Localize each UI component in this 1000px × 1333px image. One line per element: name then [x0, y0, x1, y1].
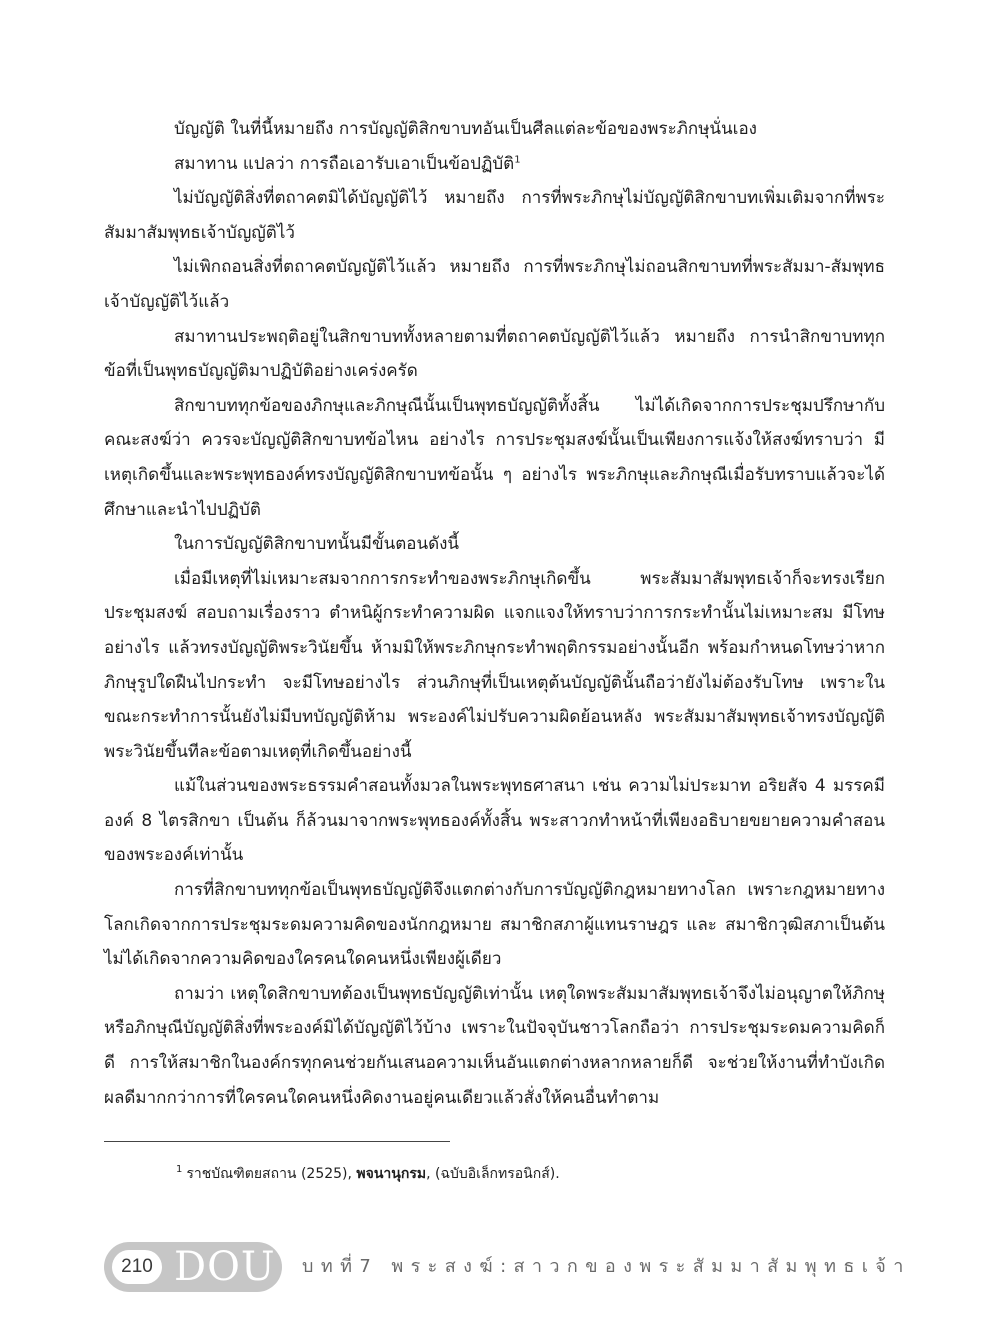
footnote-source: ราชบัณฑิตยสถาน (2525),: [186, 1166, 357, 1182]
footnote-title: พจนานุกรม: [356, 1166, 427, 1182]
paragraph-not-revoke: ไม่เพิกถอนสิ่งที่ตถาคตบัญญัติไว้แล้ว หมายถึง การที่พระภิกษุไม่ถอนสิกขาบทที่พระสัมมา-สัมพุทธเจ้าบัญญัติไว้แล้ว: [104, 257, 885, 312]
footnote-reference[interactable]: 1: [514, 153, 521, 165]
page-number: 210: [112, 1250, 162, 1284]
paragraph-bunyat: บัญญัติ ในที่นี้หมายถึง การบัญญัติสิกขาบทอันเป็นศีลแต่ละข้อของพระภิกษุนั่นเอง: [174, 119, 757, 139]
paragraph-observe: สมาทานประพฤติอยู่ในสิกขาบททั้งหลายตามที่ตถาคตบัญญัติไว้แล้ว หมายถึง การนำสิกขาบททุกข้อที่เป็นพุทธบัญญัติมาปฏิบัติอย่างเคร่งครัด: [104, 326, 885, 382]
paragraph-buddha-rules: สิกขาบททุกข้อของภิกษุและภิกษุณีนั้นเป็นพุทธบัญญัติทั้งสิ้น ไม่ได้เกิดจากการประชุมปรึกษากับคณะสงฆ์ว่า ควรจะบัญญัติสิกขาบทข้อไหน อย่างไร การประชุมสงฆ์นั้นเป็นเพียงการแจ้งให้สงฆ์ทราบว่า มีเหตุเกิดขึ้นและพระพุทธองค์ทรงบัญญัติสิกขาบทข้อนั้น ๆ อย่างไร พระภิกษุและภิกษุณีเมื่อรับทราบแล้วจะได้ศึกษาและนำไปปฏิบัติ: [104, 395, 885, 520]
paragraph-samathan: สมาทาน แปลว่า การถือเอารับเอาเป็นข้อปฏิบัติ$^1$: [174, 153, 521, 174]
footnote: [176, 1163, 560, 1185]
dou-logo: DOU: [174, 1244, 276, 1290]
paragraph-question: ถามว่า เหตุใดสิกขาบทต้องเป็นพุทธบัญญัติเท่านั้น เหตุใดพระสัมมาสัมพุทธเจ้าจึงไม่อนุญาตให้ภิกษุหรือภิกษุณีบัญญัติสิ่งที่พระองค์มิได้บัญญัติไว้บ้าง เพราะในปัจจุบันชาวโลกถือว่า การประชุมระดมความคิดก็ดี การให้สมาชิกในองค์กรทุกคนช่วยกันเสนอความเห็นอันแตกต่างหลากหลายก็ดี จะช่วยให้งานที่ทำบังเกิดผลดีมากกว่าการที่ใครคนใดคนหนึ่งคิดงานอยู่คนเดียวแล้วสั่งให้คนอื่นทำตาม: [104, 983, 885, 1108]
paragraph-not-establish: ไม่บัญญัติสิ่งที่ตถาคตมิได้บัญญัติไว้ หมายถึง การที่พระภิกษุไม่บัญญัติสิกขาบทเพิ่มเติมจากที่พระสัมมาสัมพุทธเจ้าบัญญัติไว้: [104, 188, 885, 243]
paragraph-dhamma: แม้ในส่วนของพระธรรมคำสอนทั้งมวลในพระพุทธศาสนา เช่น ความไม่ประมาท อริยสัจ 4 มรรคมีองค์ 8 ไตรสิกขา เป็นต้น ก็ล้วนมาจากพระพุทธองค์ทั้งสิ้น พระสาวกทำหน้าที่เพียงอธิบายขยายความคำสอนของพระองค์เท่านั้น: [104, 776, 885, 866]
paragraph-steps: เมื่อมีเหตุที่ไม่เหมาะสมจากการกระทำของพระภิกษุเกิดขึ้น พระสัมมาสัมพุทธเจ้าก็จะทรงเรียกประชุมสงฆ์ สอบถามเรื่องราว ตำหนิผู้กระทำความผิด แจกแจงให้ทราบว่าการกระทำนั้นไม่เหมาะสม มีโทษอย่างไร แล้วทรงบัญญัติพระวินัยขึ้น ห้ามมิให้พระภิกษุกระทำพฤติกรรมอย่างนั้นอีก พร้อมกำหนดโทษว่าหากภิกษุรูปใดฝืนไปกระทำ จะมีโทษอย่างไร ส่วนภิกษุที่เป็นเหตุต้นบัญญัตินั้นถือว่ายังไม่ต้องรับโทษ เพราะในขณะกระทำการนั้นยังไม่มีบทบัญญัติห้าม พระองค์ไม่ปรับความผิดย้อนหลัง พระสัมมาสัมพุทธเจ้าทรงบัญญัติพระวินัยขึ้นทีละข้อตามเหตุที่เกิดขึ้นอย่างนี้: [104, 568, 885, 762]
footnote-divider: [104, 1141, 450, 1142]
paragraph-secular-law: การที่สิกขาบททุกข้อเป็นพุทธบัญญัติจึงแตกต่างกับการบัญญัติกฎหมายทางโลก เพราะกฎหมายทางโลกเกิดจากการประชุมระดมความคิดของนักกฎหมาย สมาชิกสภาผู้แทนราษฎร และ สมาชิกวุฒิสภาเป็นต้น ไม่ได้เกิดจากความคิดของใครคนใดคนหนึ่งเพียงผู้เดียว: [104, 880, 885, 970]
footnote-edition: , (ฉบับอิเล็กทรอนิกส์).: [426, 1166, 560, 1182]
chapter-title: บทที่7 พระสงฆ์:สาวกของพระสัมมาสัมพุทธเจ้า: [302, 1256, 911, 1277]
paragraph-steps-intro: ในการบัญญัติสิกขาบทนั้นมีขั้นตอนดังนี้: [174, 534, 460, 555]
body-text: [104, 112, 885, 1115]
footnote-number: 1: [176, 1164, 183, 1176]
footer-badge: [104, 1242, 282, 1292]
